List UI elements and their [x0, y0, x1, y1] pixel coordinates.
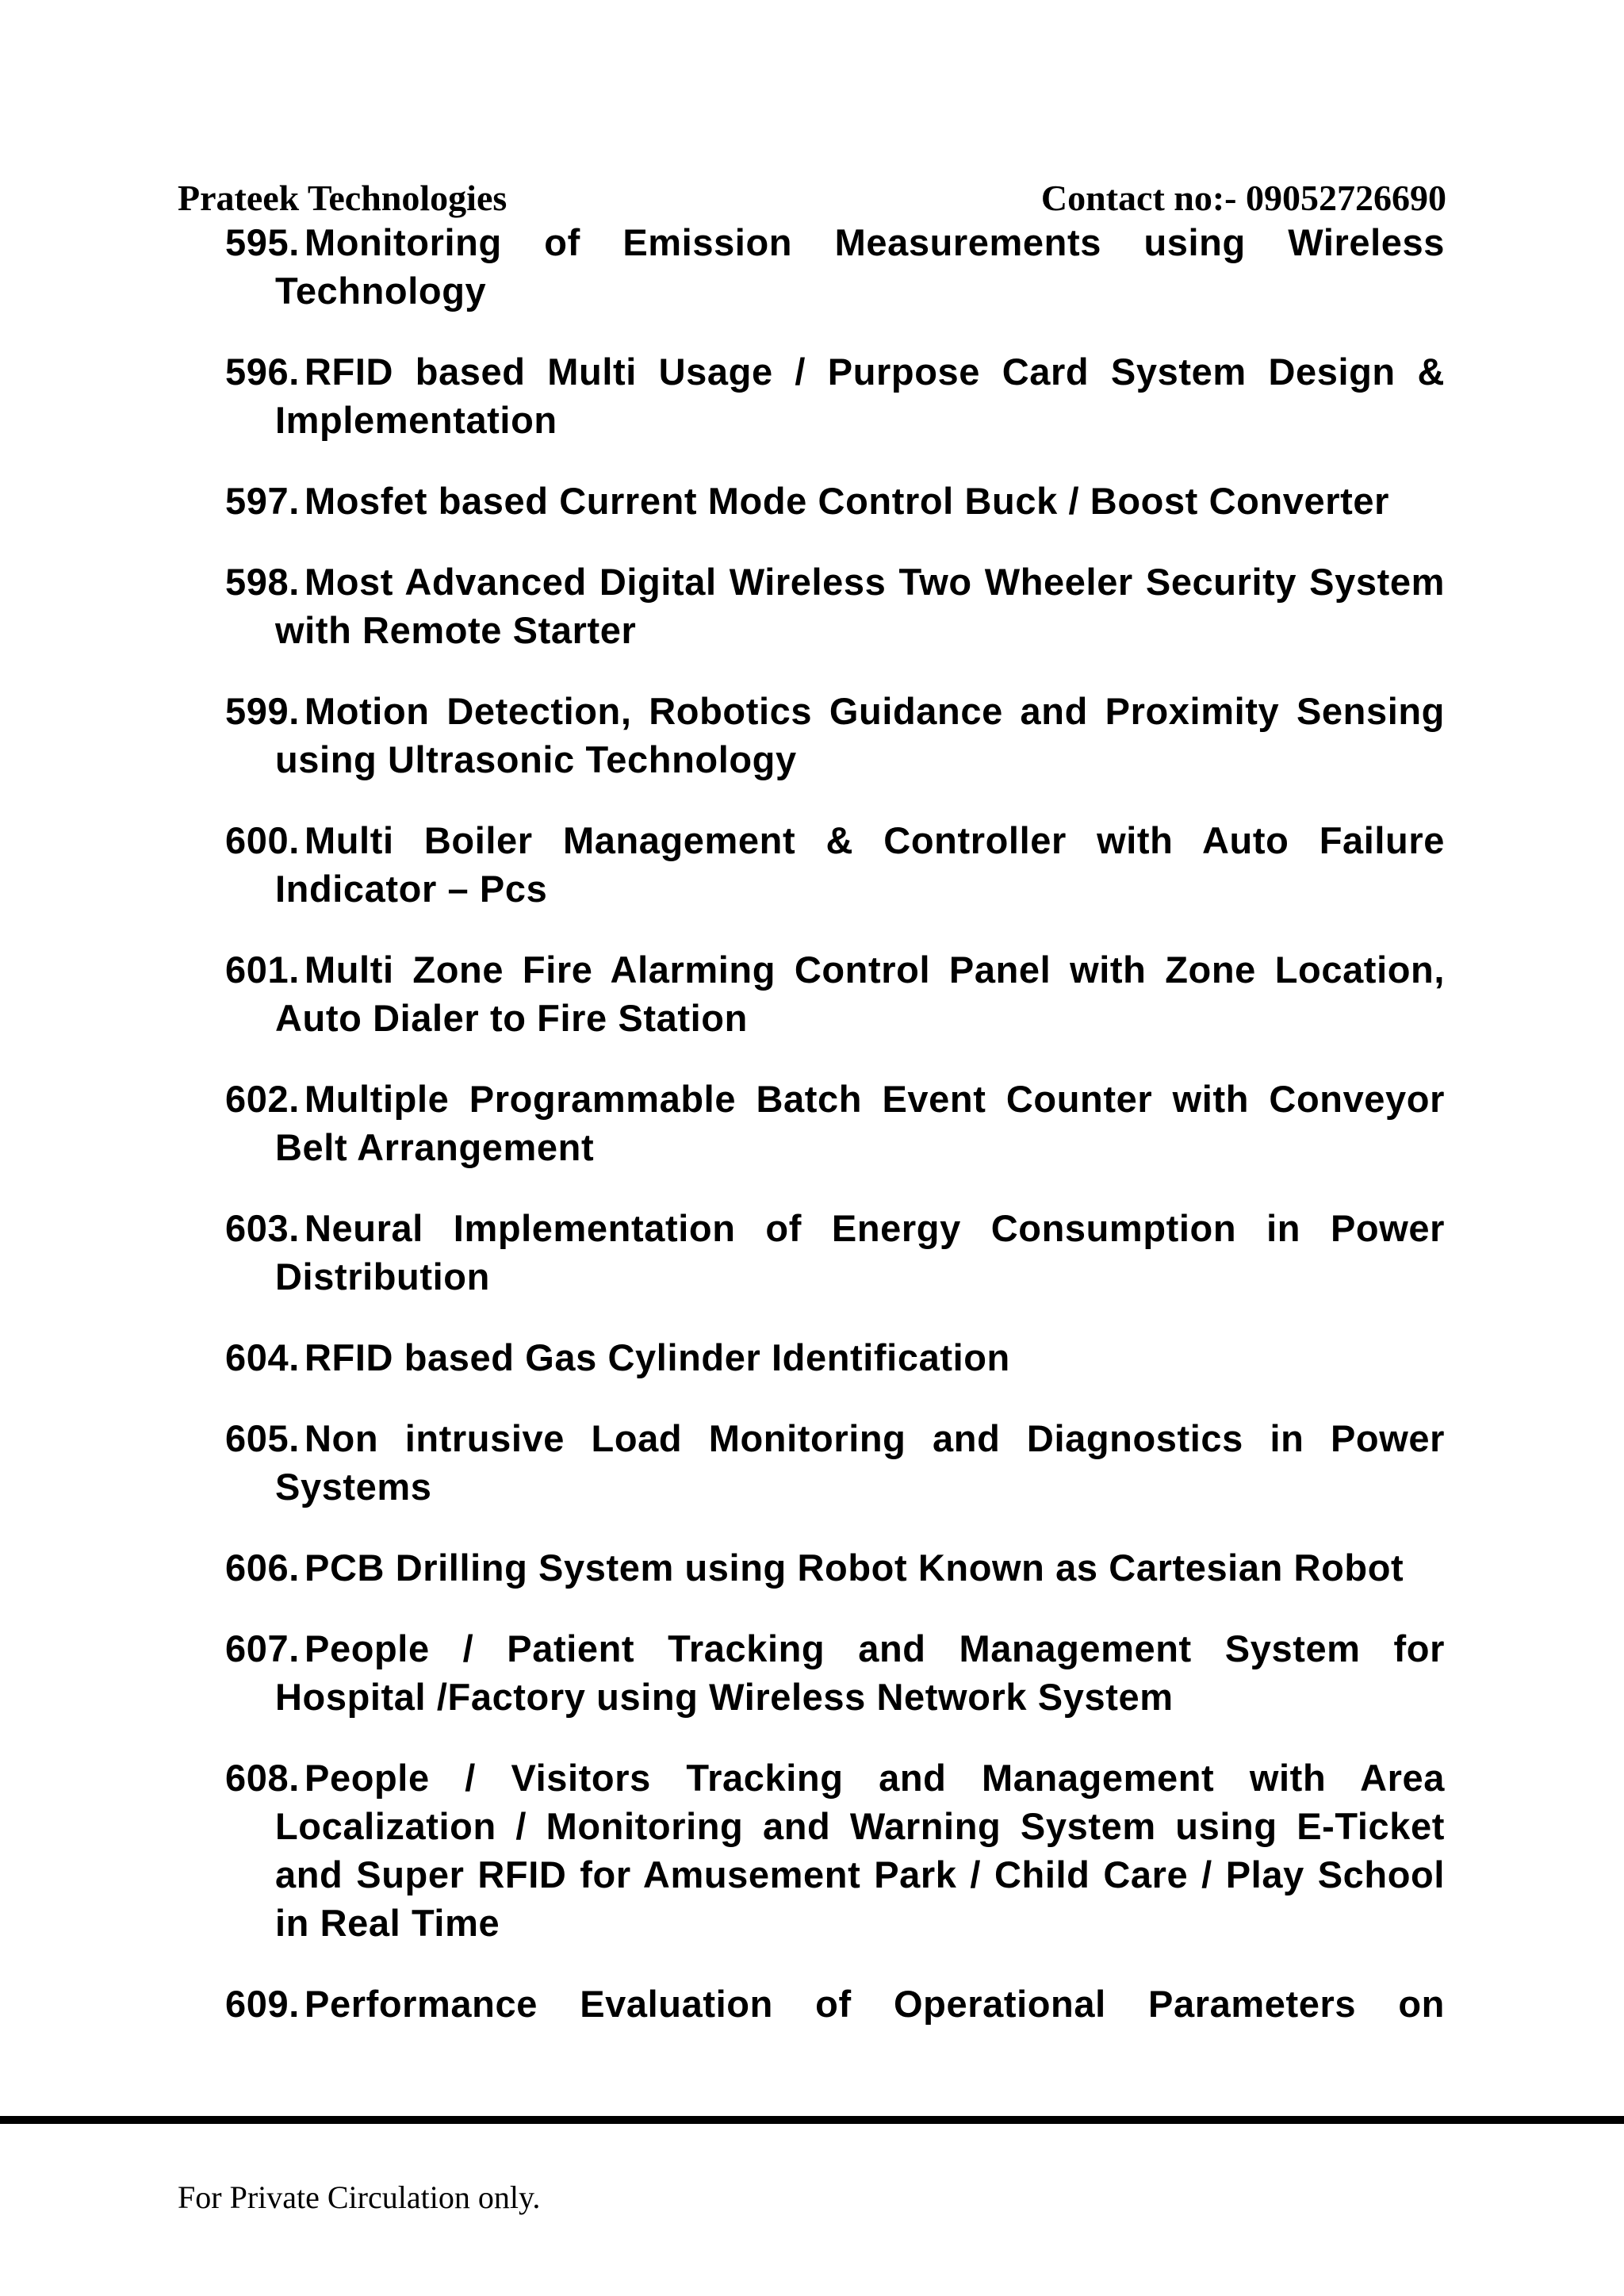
list-item [225, 1414, 1445, 1511]
item-number: 608. [225, 1757, 300, 1799]
item-title: Multi Zone Fire Alarming Control Panel with Zone Location, Auto Dialer to Fire Station [275, 949, 1445, 1039]
item-number: 604. [225, 1336, 300, 1378]
item-number: 601. [225, 949, 300, 991]
item-title: Most Advanced Digital Wireless Two Wheeler Security System with Remote Starter [275, 561, 1445, 651]
item-title: Monitoring of Emission Measurements using Wireless Technology [275, 221, 1445, 312]
list-item [225, 1075, 1445, 1171]
list-item [225, 1204, 1445, 1301]
list-item [225, 1980, 1445, 2028]
item-title: People / Patient Tracking and Management System for Hospital /Factory using Wireless Network System [275, 1627, 1445, 1718]
item-number: 603. [225, 1207, 300, 1249]
project-list [225, 218, 1445, 2060]
contact-number: Contact no:- 09052726690 [1040, 178, 1446, 218]
item-title: RFID based Gas Cylinder Identification [304, 1336, 1010, 1378]
footer-divider [0, 2116, 1624, 2124]
list-item [225, 1624, 1445, 1721]
item-number: 605. [225, 1417, 300, 1459]
list-item [225, 218, 1445, 315]
list-item [225, 1543, 1445, 1592]
item-number: 607. [225, 1627, 300, 1669]
item-number: 600. [225, 819, 300, 861]
item-title: PCB Drilling System using Robot Known as Cartesian Robot [304, 1547, 1404, 1589]
item-number: 599. [225, 690, 300, 732]
item-title: RFID based Multi Usage / Purpose Card System Design & Implementation [275, 351, 1445, 441]
page-footer: For Private Circulation only. [178, 2179, 541, 2215]
list-item [225, 347, 1445, 444]
item-number: 598. [225, 561, 300, 603]
list-item [225, 477, 1445, 525]
list-item [225, 558, 1445, 654]
item-title: Performance Evaluation of Operational Parameters on [304, 1983, 1445, 2025]
item-number: 602. [225, 1078, 300, 1120]
list-item [225, 1333, 1445, 1382]
company-name: Prateek Technologies [178, 178, 508, 218]
item-number: 606. [225, 1547, 300, 1589]
list-item [225, 1754, 1445, 1947]
list-item [225, 816, 1445, 913]
list-item [225, 945, 1445, 1042]
item-title: Multiple Programmable Batch Event Counter with Conveyor Belt Arrangement [275, 1078, 1445, 1168]
item-title: Motion Detection, Robotics Guidance and Proximity Sensing using Ultrasonic Technology [275, 690, 1445, 780]
item-number: 596. [225, 351, 300, 393]
item-title: Multi Boiler Management & Controller with Auto Failure Indicator – Pcs [275, 819, 1445, 910]
item-number: 597. [225, 480, 300, 522]
item-title: People / Visitors Tracking and Management with Area Localization / Monitoring and Warning System using E-Ticket and Super RFID for Amusement Park / Child Care / Play School in Real Time [275, 1757, 1445, 1944]
page-header [178, 176, 1446, 220]
item-title: Neural Implementation of Energy Consumption in Power Distribution [275, 1207, 1445, 1297]
item-number: 609. [225, 1983, 300, 2025]
item-number: 595. [225, 221, 300, 263]
item-title: Mosfet based Current Mode Control Buck / Boost Converter [304, 480, 1390, 522]
list-item [225, 687, 1445, 784]
item-title: Non intrusive Load Monitoring and Diagnostics in Power Systems [275, 1417, 1445, 1508]
